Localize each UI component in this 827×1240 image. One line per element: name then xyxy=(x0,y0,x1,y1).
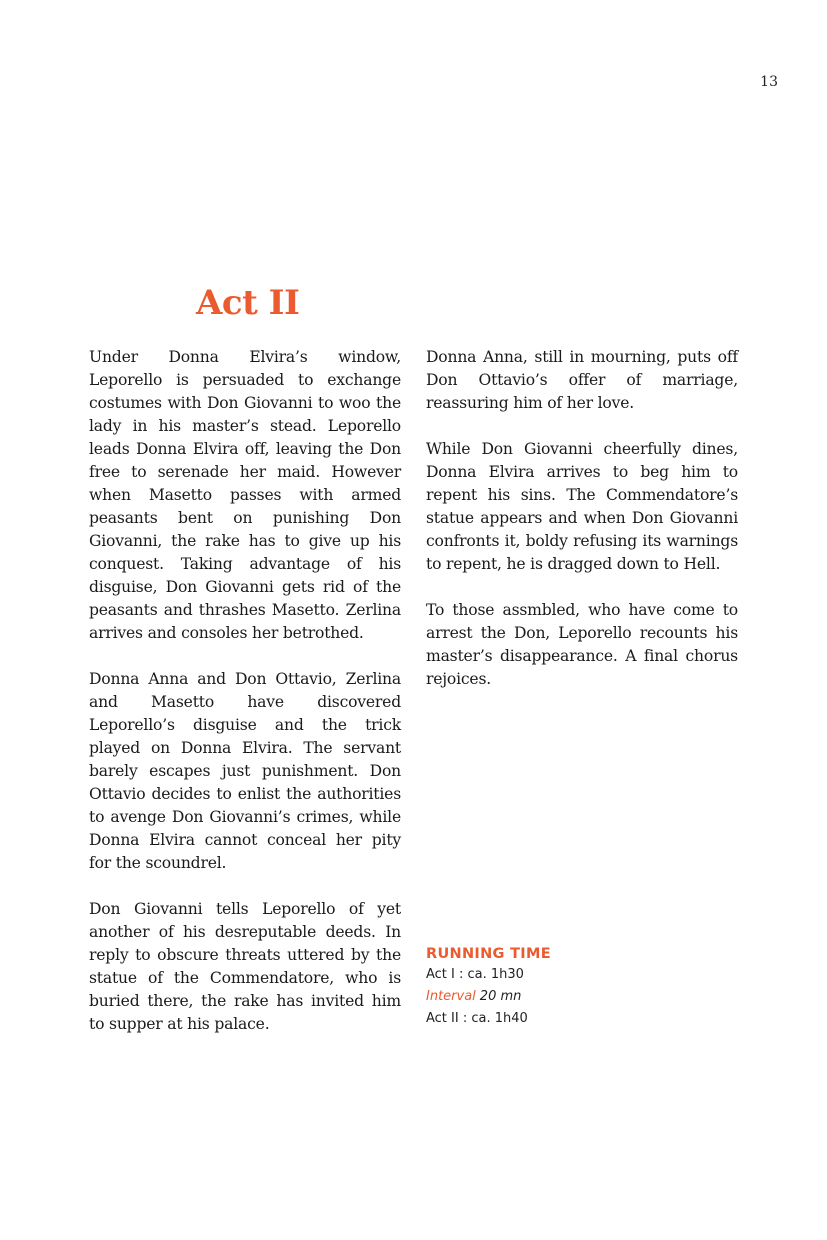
act-title: Act II xyxy=(196,283,300,323)
running-time-box xyxy=(426,944,551,1030)
synopsis-paragraph: Donna Anna and Don Ottavio, Zerlina and Masetto have discovered Leporello’s disguise and the trick played on Donna Elvira. The servant barely escapes just punishment. Don Ottavio decides to enlist the authorities to avenge Don Giovanni’s crimes, while Donna Elvira cannot conceal her pity for the scoundrel. xyxy=(89,670,401,872)
page-number: 13 xyxy=(760,74,778,90)
interval-label: Interval xyxy=(426,989,476,1004)
synopsis-paragraph: Under Donna Elvira’s window, Leporello is persuaded to exchange costumes with Don Giovanni to woo the lady in his master’s stead. Leporello leads Donna Elvira off, leaving the Don free to serenade her maid. However when Masetto passes with armed peasants bent on punishing Don Giovanni, the rake has to give up his conquest. Taking advantage of his disguise, Don Giovanni gets rid of the peasants and thrashes Masetto. Zerlina arrives and consoles her betrothed. xyxy=(89,348,401,642)
running-time-act2: Act II : ca. 1h40 xyxy=(426,1011,528,1026)
running-time-act1: Act I : ca. 1h30 xyxy=(426,967,524,982)
synopsis-paragraph: To those assmbled, who have come to arrest the Don, Leporello recounts his master’s disappearance. A final chorus rejoices. xyxy=(426,601,738,688)
synopsis-paragraph: Don Giovanni tells Leporello of yet another of his desreputable deeds. In reply to obscure threats uttered by the statue of the Commendatore, who is buried there, the rake has invited him to supper at his palace. xyxy=(89,900,401,1033)
synopsis-right-column xyxy=(426,346,738,714)
synopsis-paragraph: Donna Anna, still in mourning, puts off Don Ottavio’s offer of marriage, reassuring him of her love. xyxy=(426,348,738,412)
synopsis-left-column xyxy=(89,346,401,1059)
interval-value: 20 mn xyxy=(479,989,522,1004)
synopsis-paragraph: While Don Giovanni cheerfully dines, Donna Elvira arrives to beg him to repent his sins. The Commendatore’s statue appears and when Don Giovanni confronts it, boldy refusing its warnings to repent, he is dragged down to Hell. xyxy=(426,440,738,573)
running-time-interval xyxy=(426,986,551,1008)
running-time-heading: RUNNING TIME xyxy=(426,946,551,962)
